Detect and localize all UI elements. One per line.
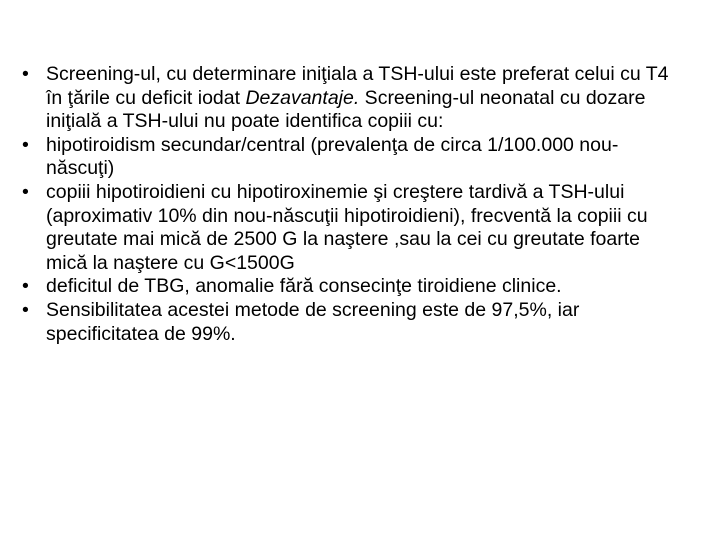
bullet-icon: • — [22, 275, 29, 298]
bullet-icon: • — [22, 63, 29, 85]
bullet-text-continued: Screening-ul neonatal cu dozare iniţială a TSH-ului nu poate identifica copiii cu: — [46, 86, 646, 133]
bullet-icon: • — [22, 133, 29, 156]
bullet-list — [22, 63, 682, 346]
bullet-text: deficitul de TBG, anomalie fără consecinţe tiroidiene clinice. — [46, 275, 562, 298]
bullet-icon: • — [22, 298, 29, 321]
bullet-text: Screening-ul, cu determinare iniţiala a TSH-ului este preferat celui cu T4 în ţările cu deficit iodat — [46, 63, 669, 109]
bullet-text: copiii hipotiroidieni cu hipotiroxinemie şi creştere tardivă a TSH-ului (aproximativ 10% din nou-născuţii hipotiroidieni), frecventă la copiii cu greutate mai mică de 2500 G la naştere ,sau la cei cu greutate foarte mică la naştere cu G<1500G — [46, 180, 648, 274]
bullet-item-sensitivity — [22, 299, 682, 346]
bullet-item-hypothyroxinemia — [22, 181, 682, 275]
bullet-text: Sensibilitatea acestei metode de screening este de 97,5%, iar specificitatea de 99%. — [46, 298, 580, 345]
bullet-text-italic: Dezavantaje. — [245, 86, 360, 109]
bullet-text: hipotiroidism secundar/central (prevalenţa de circa 1/100.000 nou-născuţi) — [46, 133, 619, 180]
bullet-item-tbg-deficit — [22, 275, 682, 299]
bullet-icon: • — [22, 180, 29, 203]
bullet-item-screening-tsh — [22, 63, 682, 134]
bullet-item-secondary-hypothyroidism — [22, 134, 682, 181]
